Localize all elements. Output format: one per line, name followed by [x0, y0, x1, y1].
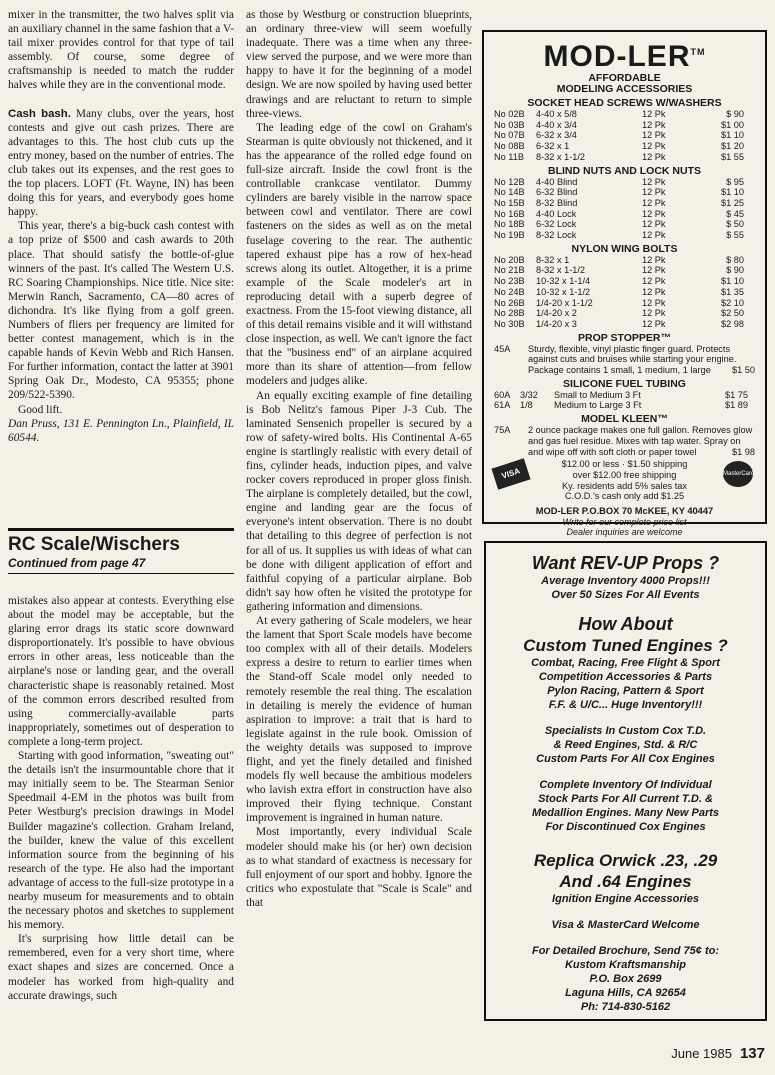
- parts-table: [494, 109, 748, 163]
- part-size: 8-32 x 1-1/2: [536, 151, 586, 162]
- part-size: 1/4-20 x 1-1/2: [536, 297, 593, 308]
- price: $1 55: [721, 151, 744, 162]
- table-row: [494, 298, 748, 309]
- part-number: No 14B: [494, 187, 525, 198]
- price: $ 90: [726, 109, 744, 119]
- table-row: [494, 209, 748, 220]
- table-row: [494, 308, 748, 319]
- size: 1/8: [520, 400, 533, 411]
- ad-headline: And .64 Engines: [559, 872, 692, 891]
- part-size: 4-40 x 5/8: [536, 109, 577, 119]
- pack-size: 12 Pk: [642, 276, 666, 287]
- ad-headline: How About: [578, 614, 673, 634]
- product-description: [528, 425, 755, 457]
- table-row: [494, 120, 748, 131]
- part-number: No 02B: [494, 109, 525, 119]
- part-size: 10-32 x 1-1/2: [536, 286, 591, 297]
- price: $1 00: [721, 119, 744, 130]
- ad-line: Visa & MasterCard Welcome: [551, 919, 700, 931]
- ad-line: Kustom Kraftsmanship: [564, 959, 687, 971]
- table-row: [494, 400, 752, 411]
- table-row: [494, 198, 748, 209]
- paragraph: Starting with good information, "sweating out" the details isn't the insurmountable chore that it may initially seem to be. The Stearman Senior Speedmail 4-EM in the photos was built from Peter Westburg's precision drawings in Model Builder magazine's collection. Graham Ireland, the builder, knew the value of this excellent information source from the beginning of his research of the type. He also had the important advantage of access to the full-size prototype in a nearby museum for measurements and to obtain the necessary photos and sketches to supplement his memory.: [8, 750, 234, 932]
- part-number: No 20B: [494, 254, 525, 265]
- column-1-bottom: [8, 594, 234, 1003]
- pack-size: 12 Pk: [642, 109, 666, 119]
- price: $1 10: [721, 276, 744, 287]
- paragraph: This year, there's a big-buck cash contest with a top prize of $500 and cash awards to 20th place. That should satisfy the bottle-of-glue winners of the past. It's called The Western U.S. RC Soaring Championships. Nice title. Nice site: Merwin Ranch, Sacramento, CA—80 acres of dichondra. It's like flying from a golf green. Numbers of fliers per frequency are limited for better contest management, which is in the capable hands of Kevin Webb and Rich Hansen. For further information, contact the latter at 3901 Spring Oak Dr., Modesto, CA 95355; phone 209/522-5390.: [8, 220, 234, 402]
- paragraph-text: Many clubs, over the years, host contests and give out cash prizes. There are advantages to this. The host club cuts up the entry money, based on the number of entries. The club takes out its expenses, and the rest goes to the top placers. LOFT (Ft. Wayne, IN) has been doing this for years, and everybody goes home happy.: [8, 107, 234, 219]
- part-number: No 08B: [494, 141, 525, 152]
- paragraph: as those by Westburg or construction blueprints, an ordinary three-view will seem woefully inadequate. There was a time when any three-view served the purpose, and we were more than happy to have it for the beginning of a model design. We are now spoiled by having used better drawings and are reluctant to return to simple three-views.: [246, 9, 472, 120]
- table-row: [494, 319, 748, 330]
- part-number: No 24B: [494, 286, 525, 297]
- ad-line: Laguna Hills, CA 92654: [565, 987, 686, 999]
- paragraph: Most importantly, every individual Scale modeler should make his (or her) own decision as to what standard of exactness is necessary for full enjoyment of our sport and hobby. Ignore the critics who expostulate that "Scale is Scale" and that: [246, 826, 472, 909]
- table-row: [494, 141, 748, 152]
- price: $1 75: [725, 389, 748, 400]
- paragraph: mistakes also appear at contests. Everything else about the model may be acceptable, but the glaring error drags its static score downward disproportionately. It's possible to have obvious errors in other areas, less noticeable than the airplane's nose or landing gear, and the overall characteristic shape is reasonably retained. Most of the common errors described resulted from using commercially-available parts inappropriately, sometimes out of desperation to complete a long-term project.: [8, 595, 234, 748]
- price: $ 80: [726, 254, 744, 265]
- pack-size: 12 Pk: [642, 219, 666, 230]
- price: $2 98: [721, 318, 744, 329]
- product-id: 45A: [494, 343, 511, 354]
- part-size: 6-32 Lock: [536, 219, 577, 230]
- table-row: [494, 287, 748, 298]
- visa-logo: VISA: [491, 459, 530, 490]
- shipping-line: $12.00 or less · $1.50 shipping: [561, 459, 688, 470]
- pack-size: 12 Pk: [642, 265, 666, 276]
- part-size: 6-32 x 1: [536, 141, 570, 152]
- table-row: [494, 152, 748, 163]
- price: $ 50: [726, 219, 744, 230]
- ad-line: Stock Parts For All Current T.D. &: [538, 793, 713, 805]
- part-size: 6-32 x 3/4: [536, 130, 577, 141]
- price: $ 90: [726, 265, 744, 276]
- part-size: 8-32 Blind: [536, 197, 578, 208]
- shipping-line: over $12.00 free shipping: [572, 469, 677, 480]
- part-number: No 28B: [494, 308, 525, 319]
- part-number: No 16B: [494, 208, 525, 219]
- pack-size: 12 Pk: [642, 318, 666, 329]
- tagline: AFFORDABLE: [588, 72, 661, 84]
- tagline: MODELING ACCESSORIES: [556, 83, 693, 95]
- divider: [8, 573, 234, 574]
- run-in-heading: Cash bash.: [8, 107, 71, 120]
- size: 3/32: [520, 389, 538, 400]
- part-size: 4-40 x 3/4: [536, 119, 577, 130]
- part-number: No 07B: [494, 130, 525, 141]
- paragraph: At every gathering of Scale modelers, we hear the lament that Sport Scale models have become too complex with all of their details. Modelers express a desire to return to earlier times when the Stand-off Scale model only needed to remotely resemble the real thing. The escalation in detailing is merely the evidence of human aspiration to improve: a trait that is hard to legislate against in the rule book. Omission of the weighty details was supposed to improve flight, and yet the finely detailed and finished models fly well because the ambitious modelers who lavish extra effort in construction have also improved their flying technique. Constant improvement is ingrained in human nature.: [246, 615, 472, 825]
- price: $1 50: [732, 365, 755, 376]
- price: $ 45: [726, 208, 744, 219]
- table-row: [494, 187, 748, 198]
- part-number: No 19B: [494, 230, 525, 241]
- column-1-top: [8, 8, 234, 445]
- page-footer: [671, 1045, 765, 1062]
- part-number: No 18B: [494, 219, 525, 230]
- page-number: 137: [739, 1045, 765, 1062]
- shipping-line: Ky. residents add 5% sales tax: [562, 480, 687, 491]
- price: $ 55: [726, 230, 744, 241]
- product-entry: [494, 425, 755, 457]
- pack-size: 12 Pk: [642, 187, 666, 198]
- dealer-note: Dealer inquiries are welcome: [566, 526, 683, 537]
- ad-line: For Discontinued Cox Engines: [545, 821, 706, 833]
- price-list-note: Write for our complete price list: [562, 516, 687, 527]
- trademark: TM: [690, 47, 706, 57]
- paragraph: An equally exciting example of fine detailing is Bob Nelitz's famous Piper J-3 Cub. The laminated Sensenich propeller is secured by a row of safety-wired bolts. His Continental A-65 engine is startlingly realistic with every detail of fins, cylinder heads, induction pipes, and valve rocker covers reproduced in proper gloss finish. The airplane is completely detailed, but the cowl, engine and landing gear are the focus of everyone's intent observation. There is no doubt that detailing to this degree of perfection is not for all of us. It supplies us with ideas of what can be done with diligent application of effort and faithful copying of a particular airplane. Bob didn't say how often he visited the prototype for gathering information and dimensions.: [246, 389, 472, 613]
- pack-size: 12 Pk: [642, 297, 666, 308]
- description-text: Sturdy, flexible, vinyl plastic finger guard. Protects against cuts and bruises while starting your engine. Package contains 1 small, 1 medium, 1 large: [528, 343, 737, 376]
- continued-note: Continued from page 47: [8, 556, 146, 570]
- price: $1 10: [721, 130, 744, 141]
- section-title: RC Scale/Wischers: [8, 534, 180, 555]
- table-row: [494, 219, 748, 230]
- paragraph: It's surprising how little detail can be remembered, even for a very short time, where exact shapes and sizes are concerned. Once a modeler has worked from high-quality and accurate drawings, such: [8, 933, 234, 1002]
- modler-advertisement: [482, 30, 767, 537]
- pack-size: 12 Pk: [642, 119, 666, 130]
- pack-size: 12 Pk: [642, 141, 666, 152]
- ad-line: Medallion Engines. Many New Parts: [531, 807, 720, 819]
- part-size: 1/4-20 x 2: [536, 308, 577, 319]
- price: $2 10: [721, 297, 744, 308]
- part-number: No 11B: [494, 151, 524, 162]
- price: $1 89: [725, 400, 748, 411]
- author-signature: Dan Pruss, 131 E. Pennington Ln., Plainfield, IL 60544.: [8, 417, 234, 444]
- price: $2 50: [721, 308, 744, 319]
- ad-line: F.F. & U/C... Huge Inventory!!!: [548, 699, 703, 711]
- shipping-line: C.O.D.'s cash only add $1.25: [564, 491, 685, 502]
- product-id: 60A: [494, 389, 511, 400]
- ad-line: Specialists In Custom Cox T.D.: [544, 725, 707, 737]
- table-row: [494, 390, 752, 401]
- modler-address: MOD-LER P.O.BOX 70 McKEE, KY 40447: [535, 506, 714, 517]
- price: $1 35: [721, 286, 744, 297]
- ad-line: Over 50 Sizes For All Events: [551, 589, 700, 601]
- pack-size: 12 Pk: [642, 286, 666, 297]
- product-id: 61A: [494, 400, 511, 411]
- paragraph: The leading edge of the cowl on Graham's Stearman is quite obviously not thickened, and it has the appearance of the rolled edge found on full-size aircraft. Inside the cowl front is the controllable crankcase ventilator. Dummy cylinders are barely visible in the narrow space between cowl and ventilator. There are cowl fasteners on the sides as well as on the metal fuselage covering to the rear. The authentic tapered exhaust pipe has a row of hex-head screws along its outlet. Altogether, it is a prime example of the Scale modeler's art in reproducing detail with a superb degree of exactness. From the 15-foot viewing distance, all of this detail remains visible and it will withstand close inspection, as well. We can't ignore the fact that the "business end" of an airplane acquired more than its share of attention—from fellow modelers and judges alike.: [246, 121, 472, 388]
- table-row: [494, 109, 748, 120]
- part-number: No 23B: [494, 276, 525, 287]
- column-2: [246, 8, 472, 910]
- pack-size: 12 Pk: [642, 197, 666, 208]
- pack-size: 12 Pk: [642, 230, 666, 241]
- table-row: [494, 230, 748, 241]
- table-row: [494, 130, 748, 141]
- price: $1 20: [721, 141, 744, 152]
- product-description: [528, 344, 755, 376]
- issue-date: June 1985: [671, 1046, 732, 1061]
- table-row: [494, 255, 748, 266]
- ad-line: Ignition Engine Accessories: [552, 893, 699, 905]
- description: Medium to Large 3 Ft: [554, 400, 642, 411]
- part-number: No 26B: [494, 297, 525, 308]
- section-header: [8, 528, 234, 574]
- parts-table: [494, 177, 748, 241]
- section-title: SOCKET HEAD SCREWS W/WASHERS: [527, 97, 722, 109]
- product-entry: [494, 344, 755, 376]
- ad-line: Competition Accessories & Parts: [538, 671, 713, 683]
- price: $ 95: [726, 176, 744, 187]
- ad-line: Ph: 714-830-5162: [580, 1001, 671, 1013]
- product-id: 75A: [494, 425, 511, 436]
- table-row: [494, 276, 748, 287]
- price: $1 25: [721, 197, 744, 208]
- part-number: No 21B: [494, 265, 525, 276]
- ad-line: Average Inventory 4000 Props!!!: [541, 575, 710, 587]
- ad-line: Combat, Racing, Free Flight & Sport: [531, 657, 720, 669]
- section-title: PROP STOPPER™: [578, 331, 671, 344]
- ad-headline: Custom Tuned Engines ?: [523, 636, 728, 655]
- ad-line: Custom Parts For All Cox Engines: [536, 753, 715, 765]
- pack-size: 12 Pk: [642, 208, 666, 219]
- part-size: 8-32 x 1-1/2: [536, 265, 586, 276]
- pack-size: 12 Pk: [642, 130, 666, 141]
- part-size: 1/4-20 x 3: [536, 318, 577, 329]
- part-number: No 15B: [494, 197, 525, 208]
- section-title: MODEL KLEEN™: [581, 413, 668, 426]
- part-number: No 12B: [494, 176, 525, 187]
- description: Small to Medium 3 Ft: [554, 389, 641, 400]
- modler-logo: [484, 36, 765, 73]
- parts-table: [494, 255, 748, 330]
- table-row: [494, 265, 748, 276]
- price: $1 98: [732, 446, 755, 457]
- part-size: 6-32 Blind: [536, 187, 578, 198]
- ad-line: P.O. Box 2699: [589, 973, 662, 985]
- paragraph-cash-bash: [8, 107, 234, 220]
- revup-advertisement: [484, 541, 767, 1021]
- ad-line: Complete Inventory Of Individual: [539, 779, 712, 791]
- fuel-tubing-table: [494, 390, 752, 411]
- part-size: 8-32 Lock: [536, 230, 577, 241]
- logo-text: MOD-LER: [543, 40, 691, 73]
- part-size: 4-40 Lock: [536, 208, 577, 219]
- table-row: [494, 177, 748, 188]
- ad-line: & Reed Engines, Std. & R/C: [553, 739, 698, 751]
- part-number: No 03B: [494, 119, 525, 130]
- pack-size: 12 Pk: [642, 308, 666, 319]
- description-text: 2 ounce package makes one full gallon. Removes glow and gas fuel residue. Mixes with tap water. Spray on and wipe off with soft cloth or paper towel: [528, 425, 753, 457]
- pack-size: 12 Pk: [642, 254, 666, 265]
- ad-headline: Replica Orwick .23, .29: [533, 851, 718, 870]
- paragraph: mixer in the transmitter, the two halves split via an auxiliary channel in the same fashion that a V-tail mixer provides control for that type of tail assembly. Of course, some degree of craftsmanship is needed to match the rudder halves while they are in the conventional mode.: [8, 9, 234, 92]
- section-title: NYLON WING BOLTS: [571, 242, 678, 255]
- part-size: 8-32 x 1: [536, 254, 570, 265]
- ad-line: For Detailed Brochure, Send 75¢ to:: [531, 945, 720, 957]
- price: $1 10: [721, 187, 744, 198]
- part-size: 10-32 x 1-1/4: [536, 276, 591, 287]
- parts-sections: [484, 97, 765, 330]
- section-title: SILICONE FUEL TUBING: [563, 377, 686, 390]
- shipping-info: [484, 459, 765, 502]
- ad-line: Pylon Racing, Pattern & Sport: [547, 685, 704, 697]
- pack-size: 12 Pk: [642, 151, 666, 162]
- pack-size: 12 Pk: [642, 176, 666, 187]
- part-number: No 30B: [494, 318, 525, 329]
- mastercard-logo: MasterCard: [723, 461, 753, 487]
- section-title: BLIND NUTS AND LOCK NUTS: [547, 164, 702, 177]
- part-size: 4-40 Blind: [536, 176, 578, 187]
- ad-headline: Want REV-UP Props ?: [531, 553, 720, 573]
- paragraph: Good lift.: [18, 403, 63, 416]
